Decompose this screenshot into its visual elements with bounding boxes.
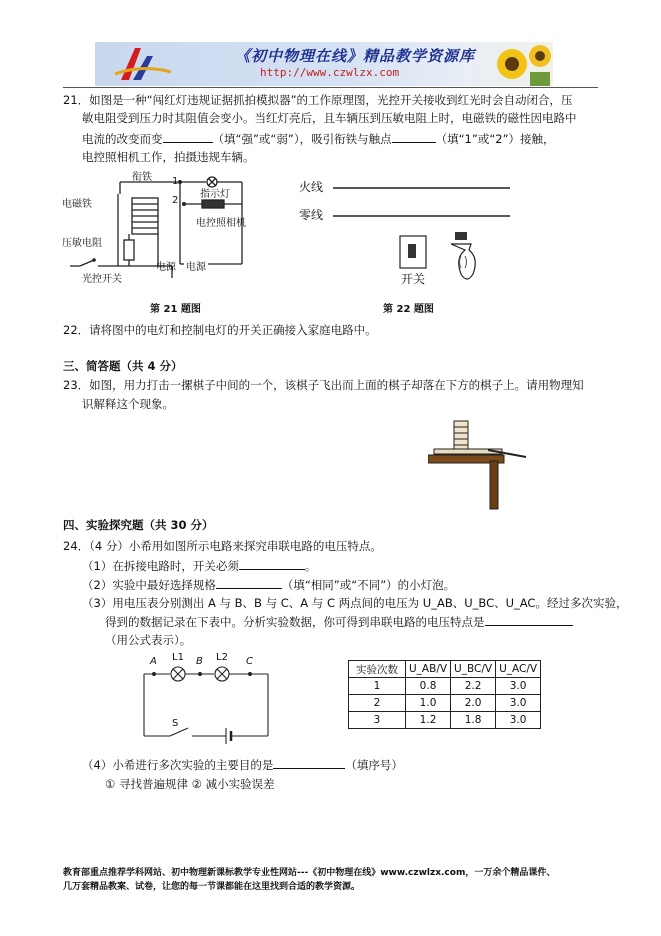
label-switch-s: S bbox=[172, 718, 179, 729]
label-point-a: A bbox=[150, 656, 157, 667]
q23-line2: 识解释这个现象。 bbox=[82, 397, 174, 411]
table-cell: 3.0 bbox=[496, 695, 541, 712]
footer-line1: 教育部重点推荐学科网站、初中物理新课标教学专业性网站---《初中物理在线》www.czwlzx.com，一万余个精品课件、 bbox=[63, 868, 556, 878]
q24-blank3[interactable] bbox=[485, 613, 573, 626]
label-pressure-resistor: 压敏电阻 bbox=[62, 238, 102, 249]
table-header: 实验次数 bbox=[349, 661, 406, 678]
q24-part3-line2 bbox=[105, 613, 573, 630]
q24-part1-end: 。 bbox=[304, 559, 317, 573]
q24-part3-line1: （3）用电压表分别测出 A 与 B、B 与 C、A 与 C 两点间的电压为 U_AB、U_BC、U_AC。经过多次实验， bbox=[82, 596, 628, 610]
figure-23-checkers bbox=[428, 415, 530, 510]
label-l2: L2 bbox=[216, 652, 228, 663]
q23-line1: 23．如图，用力打击一摞棋子中间的一个，该棋子飞出而上面的棋子却落在下方的棋子上。请用物理知 bbox=[63, 378, 584, 392]
figure-22 bbox=[295, 172, 525, 315]
table-cell: 1 bbox=[349, 678, 406, 695]
label-armature: 衔铁 bbox=[132, 172, 152, 183]
banner-title: 《初中物理在线》精品教学资源库 bbox=[235, 47, 476, 65]
label-switch: 开关 bbox=[401, 272, 426, 286]
circuit-diagram bbox=[140, 654, 275, 746]
data-table bbox=[348, 660, 541, 729]
label-electromagnet: 电磁铁 bbox=[62, 199, 92, 210]
q24-part2 bbox=[82, 576, 455, 593]
q21-line3b: （填“强”或“弱”），吸引衔铁与触点 bbox=[212, 132, 392, 146]
label-point-c: C bbox=[246, 656, 253, 667]
q24-intro: 24．（4 分）小希用如图所示电路来探究串联电路的电压特点。 bbox=[63, 539, 382, 553]
table-header-row bbox=[349, 661, 541, 678]
table-cell: 1.2 bbox=[406, 712, 451, 729]
figure-22-diagram bbox=[295, 172, 525, 310]
section-3-title: 三、简答题（共 4 分） bbox=[63, 359, 183, 373]
table-cell: 1.0 bbox=[406, 695, 451, 712]
label-power-2: 电源 bbox=[186, 262, 206, 273]
q24-blank1[interactable] bbox=[239, 557, 305, 570]
table-header: U_BC/V bbox=[451, 661, 496, 678]
header-divider bbox=[63, 87, 598, 88]
table-cell: 1.8 bbox=[451, 712, 496, 729]
figure-24-circuit bbox=[140, 654, 275, 746]
label-light-switch: 光控开关 bbox=[82, 274, 122, 285]
q24-part2-text: （2）实验中最好选择规格 bbox=[82, 578, 216, 592]
table-cell: 2 bbox=[349, 695, 406, 712]
q24-blank2[interactable] bbox=[216, 576, 282, 589]
q21-line3c: （填“1”或“2”）接触， bbox=[435, 132, 555, 146]
table-row bbox=[349, 695, 541, 712]
banner-url[interactable]: http://www.czwlzx.com bbox=[260, 66, 400, 79]
q24-blank4[interactable] bbox=[273, 756, 345, 769]
section-4-title: 四、实验探究题（共 30 分） bbox=[63, 518, 214, 532]
table-header: U_AB/V bbox=[406, 661, 451, 678]
table-row bbox=[349, 712, 541, 729]
label-power-1: 电源 bbox=[156, 262, 176, 273]
header-banner bbox=[95, 42, 553, 86]
q24-options: ① 寻找普遍规律 ② 减小实验误差 bbox=[105, 777, 275, 791]
table-cell: 3 bbox=[349, 712, 406, 729]
q24-part4-text: （4）小希进行多次实验的主要目的是 bbox=[82, 758, 274, 772]
label-camera: 电控照相机 bbox=[196, 218, 246, 229]
footer-line2: 几万套精品教案、试卷，让您的每一节课都能在这里找到合适的教学资源。 bbox=[63, 882, 361, 892]
table-cell: 2.2 bbox=[451, 678, 496, 695]
label-contact-2: 2 bbox=[172, 195, 179, 206]
figure-21-caption: 第 21 题图 bbox=[150, 304, 201, 315]
q24-part4 bbox=[82, 756, 403, 773]
q21-line4: 电控照相机工作，拍摄违规车辆。 bbox=[82, 150, 255, 164]
table-cell: 3.0 bbox=[496, 678, 541, 695]
q24-part3-line3: （用公式表示）。 bbox=[105, 633, 192, 647]
table-header: U_AC/V bbox=[496, 661, 541, 678]
q24-part4-end: （填序号） bbox=[345, 758, 403, 772]
q24-part1 bbox=[82, 557, 316, 574]
label-indicator-light: 指示灯 bbox=[200, 189, 230, 200]
q24-part3-text: 得到的数据记录在下表中。分析实验数据，你可得到串联电路的电压特点是 bbox=[105, 615, 485, 629]
q21-line3a: 电流的改变而变 bbox=[82, 132, 163, 146]
table-cell: 0.8 bbox=[406, 678, 451, 695]
q21-blank1[interactable] bbox=[163, 130, 213, 143]
q24-part1-text: （1）在拆接电路时，开关必须 bbox=[82, 559, 239, 573]
figure-21 bbox=[60, 168, 280, 315]
label-neutral-wire: 零线 bbox=[299, 208, 324, 222]
table-cell: 3.0 bbox=[496, 712, 541, 729]
sunflower-image bbox=[490, 42, 553, 86]
q24-part2-end: （填“相同”或“不同”）的小灯泡。 bbox=[281, 578, 456, 592]
label-point-b: B bbox=[196, 656, 203, 667]
label-live-wire: 火线 bbox=[299, 180, 324, 194]
label-l1: L1 bbox=[172, 652, 184, 663]
site-logo bbox=[113, 44, 173, 84]
table-cell: 2.0 bbox=[451, 695, 496, 712]
q22-line1: 22．请将图中的电灯和控制电灯的开关正确接入家庭电路中。 bbox=[63, 323, 377, 337]
figure-22-caption: 第 22 题图 bbox=[383, 304, 434, 315]
q21-blank2[interactable] bbox=[392, 130, 436, 143]
label-contact-1: 1 bbox=[172, 176, 179, 187]
q21-line1: 21．如图是一种“闯红灯违规证据抓拍模拟器”的工作原理图，光控开关接收到红光时会自动闭合，压 bbox=[63, 93, 573, 107]
table-row bbox=[349, 678, 541, 695]
q21-line2: 敏电阻受到压力时其阻值会变小。当红灯亮后，且车辆压到压敏电阻上时，电磁铁的磁性因电路中 bbox=[82, 111, 577, 125]
q21-line3 bbox=[82, 130, 555, 147]
